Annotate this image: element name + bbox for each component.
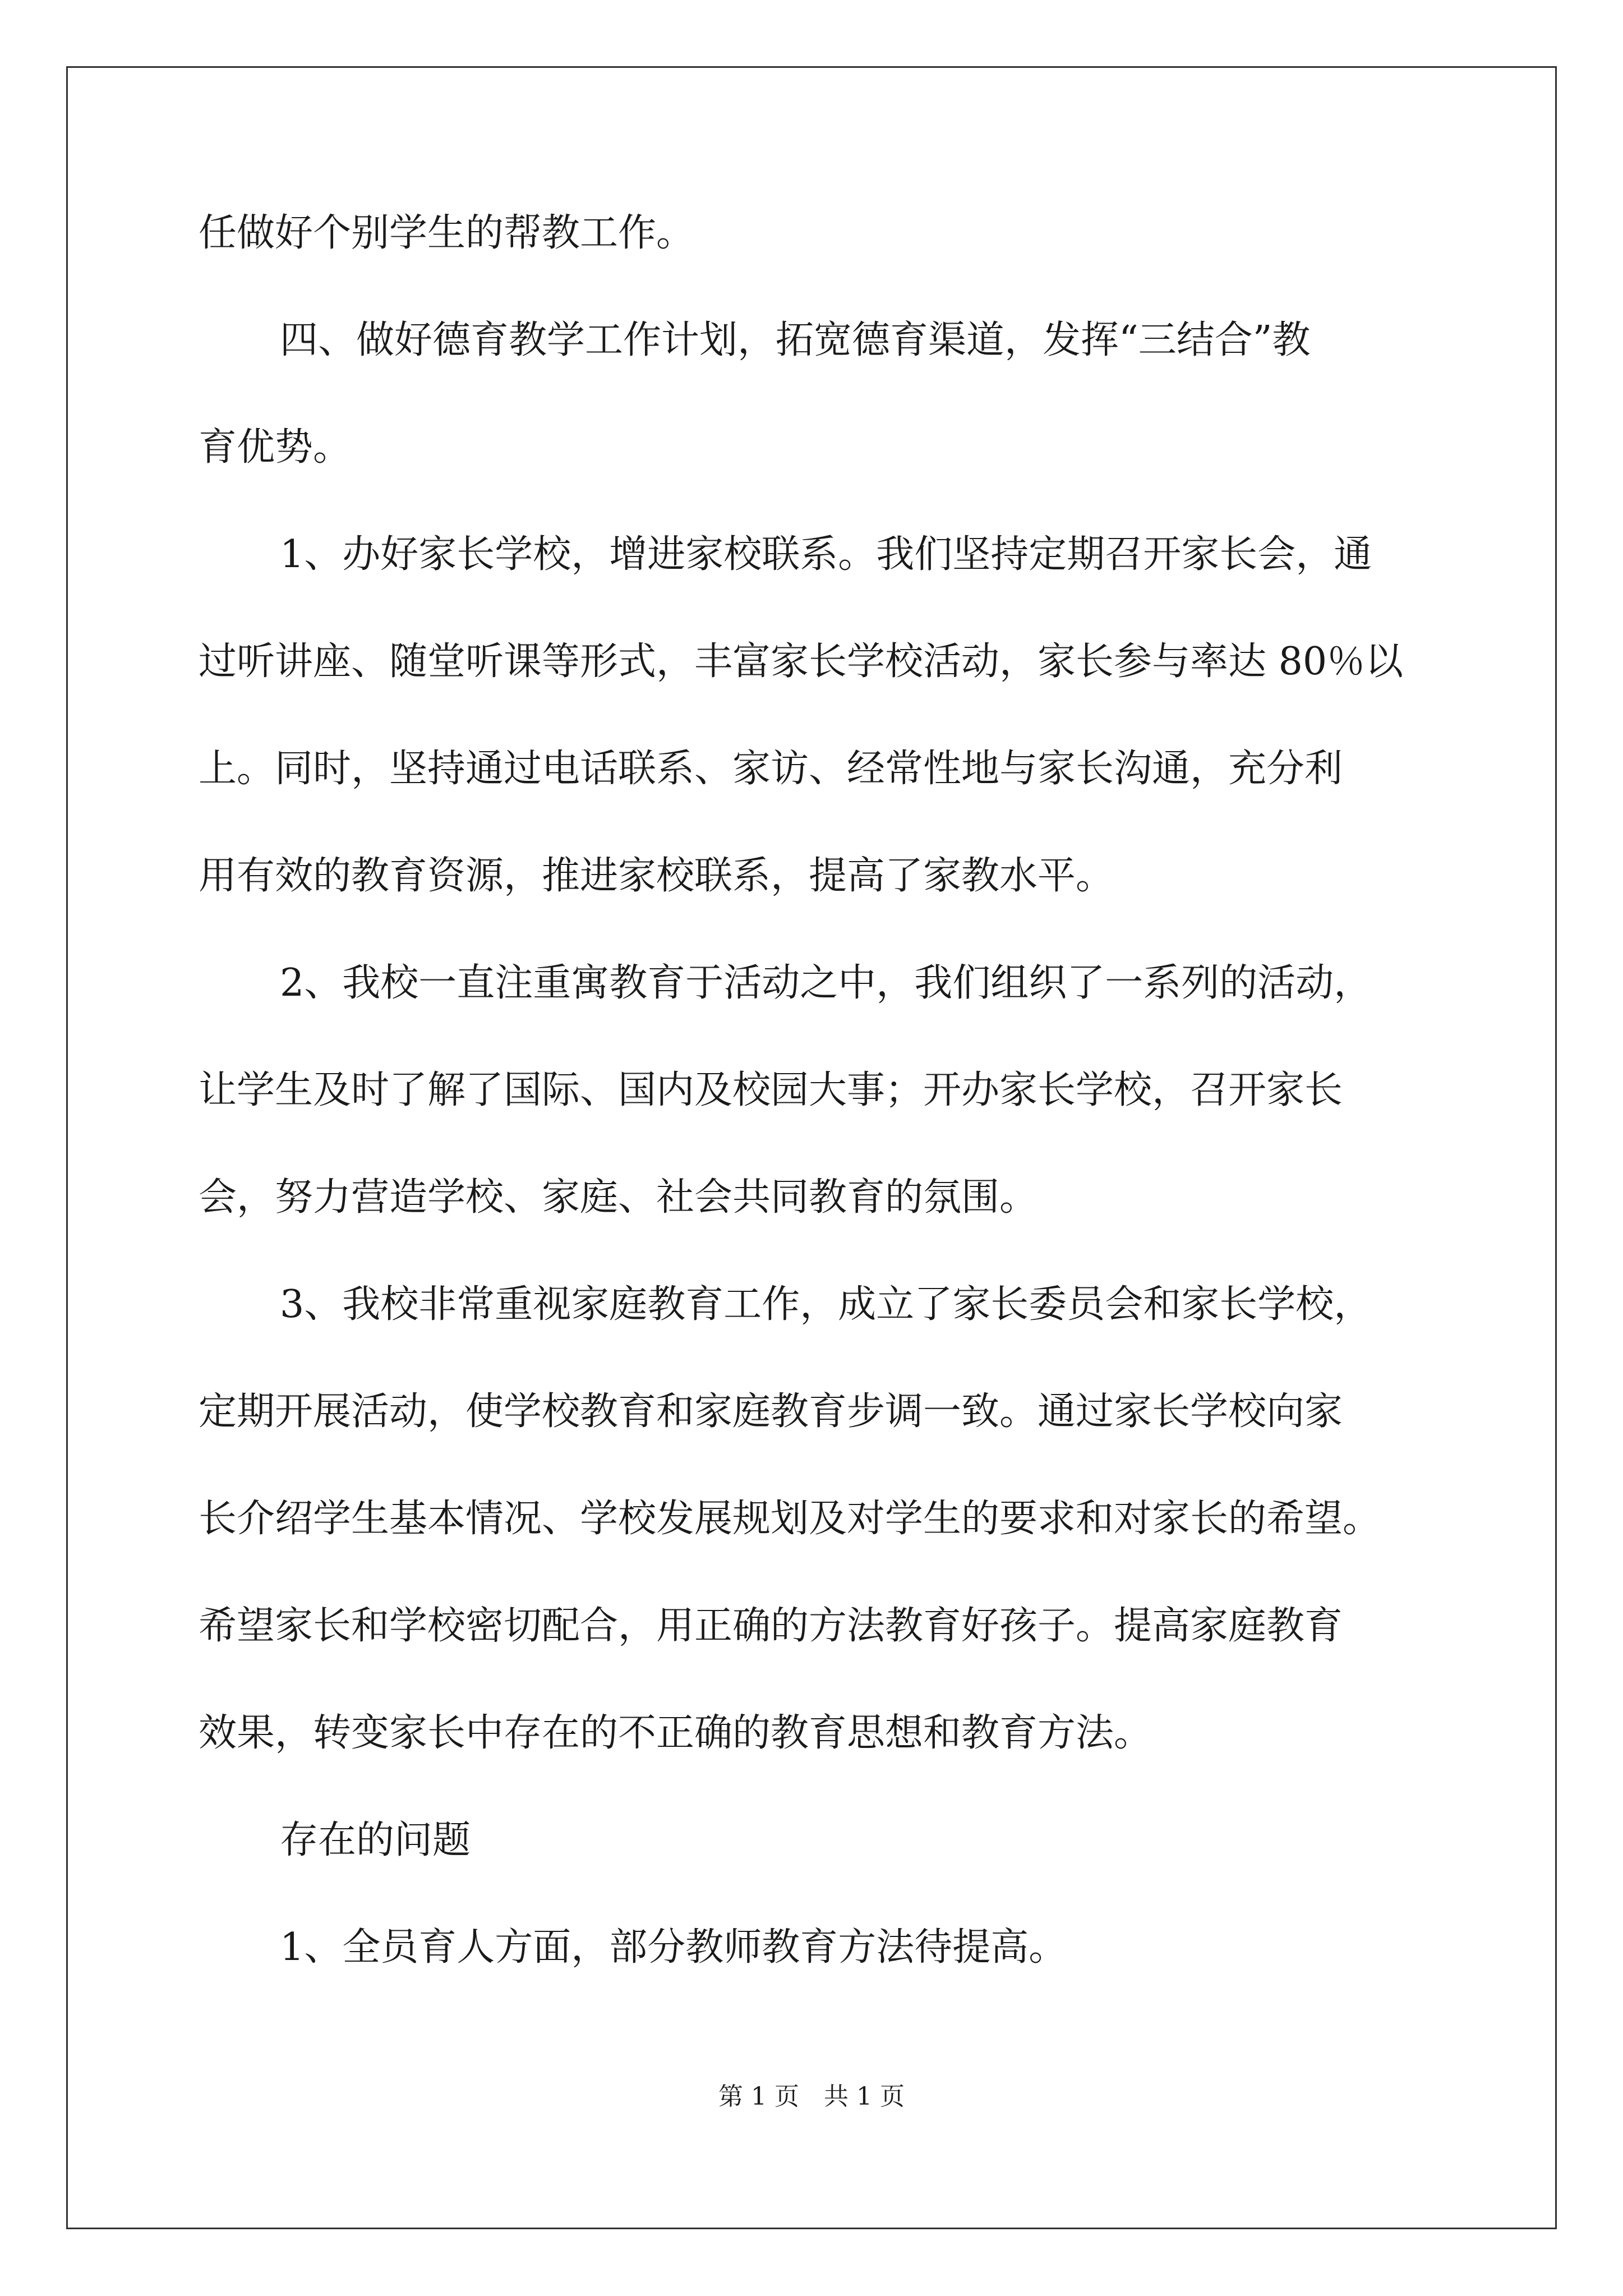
text-line: 用有效的教育资源，推进家校联系，提高了家教水平。 — [199, 854, 1114, 898]
section-heading: 存在的问题 — [280, 1818, 471, 1862]
text-line: 四、做好德育教学工作计划，拓宽德育渠道，发挥“三结合”教 — [280, 318, 1311, 362]
text-line: 1、办好家长学校，增进家校联系。我们坚持定期召开家长会，通 — [280, 532, 1372, 577]
text-line: 1、全员育人方面，部分教师教育方法待提高。 — [280, 1925, 1067, 1970]
text-line: 育优势。 — [199, 425, 352, 470]
text-line: 会，努力营造学校、家庭、社会共同教育的氛围。 — [199, 1175, 1038, 1220]
page-frame — [66, 66, 1557, 2229]
text-line: 3、我校非常重视家庭教育工作，成立了家长委员会和家长学校， — [280, 1282, 1372, 1327]
text-line: 长介绍学生基本情况、学校发展规划及对学生的要求和对家长的希望。 — [199, 1497, 1381, 1541]
text-line: 上。同时，坚持通过电话联系、家访、经常性地与家长沟通，充分利 — [199, 747, 1343, 791]
text-line: 过听讲座、随堂听课等形式，丰富家长学校活动，家长参与率达 80％以 — [199, 639, 1404, 684]
text-line: 2、我校一直注重寓教育于活动之中，我们组织了一系列的活动， — [280, 961, 1372, 1005]
text-line: 任做好个别学生的帮教工作。 — [199, 211, 695, 255]
text-line: 希望家长和学校密切配合，用正确的方法教育好孩子。提高家庭教育 — [199, 1604, 1343, 1648]
text-line: 定期开展活动，使学校教育和家庭教育步调一致。通过家长学校向家 — [199, 1389, 1343, 1434]
text-line: 让学生及时了解了国际、国内及校园大事；开办家长学校，召开家长 — [199, 1068, 1343, 1112]
text-line: 效果，转变家长中存在的不正确的教育思想和教育方法。 — [199, 1711, 1152, 1755]
page-number-footer: 第 1 页 共 1 页 — [718, 2082, 905, 2111]
